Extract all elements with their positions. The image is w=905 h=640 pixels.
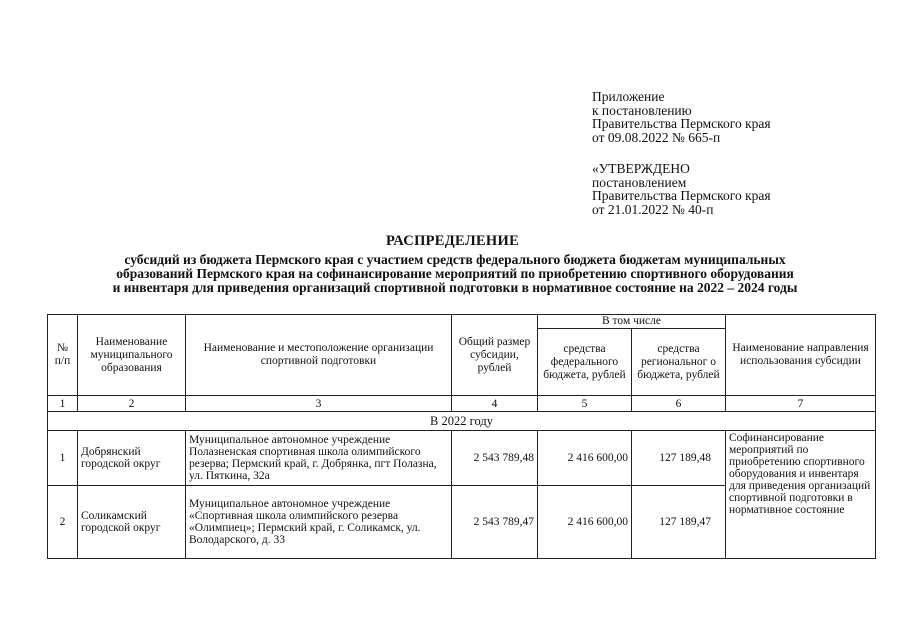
row-organization: Муниципальное автономное учреждение «Спортивная школа олимпийского резерва «Олимпиец»; Пермский край, г. Соликамск, ул. Володарского, д. 33 bbox=[186, 486, 452, 559]
header-organization: Наименование и местоположение организации спортивной подготовки bbox=[186, 315, 452, 396]
header-num: № п/п bbox=[48, 315, 78, 396]
header-regional: средства региональног о бюджета, рублей bbox=[632, 329, 726, 396]
header-federal: средства федерального бюджета, рублей bbox=[538, 329, 632, 396]
row-municipality: Добрянский городской округ bbox=[78, 431, 186, 486]
column-number: 7 bbox=[726, 396, 876, 412]
row-organization: Муниципальное автономное учреждение Полазненская спортивная школа олимпийского резерва; Пермский край, г. Добрянка, пгт Полазна, ул. Пяткина, 32а bbox=[186, 431, 452, 486]
document-subtitle bbox=[40, 253, 870, 295]
row-total: 2 543 789,47 bbox=[452, 486, 538, 559]
approved-line-3: Правительства Пермского края bbox=[592, 188, 771, 203]
header-direction: Наименование направления использования субсидии bbox=[726, 315, 876, 396]
row-federal: 2 416 600,00 bbox=[538, 486, 632, 559]
column-number: 3 bbox=[186, 396, 452, 412]
annex-line-4: от 09.08.2022 № 665-п bbox=[592, 129, 721, 145]
row-municipality: Соликамский городской округ bbox=[78, 486, 186, 559]
column-number: 6 bbox=[632, 396, 726, 412]
subtitle-line-2: образований Пермского края на софинансирование мероприятий по приобретению спортивного оборудования bbox=[116, 266, 794, 281]
column-number: 5 bbox=[538, 396, 632, 412]
annex-block bbox=[592, 90, 771, 144]
subtitle-line-3: и инвентаря для приведения организаций спортивной подготовки в нормативное состояние на 2022 – 2024 годы bbox=[112, 280, 798, 295]
approved-line-1: «УТВЕРЖДЕНО bbox=[592, 161, 690, 176]
row-federal: 2 416 600,00 bbox=[538, 431, 632, 486]
approved-line-2: постановлением bbox=[592, 174, 687, 190]
annex-line-3: Правительства Пермского края bbox=[592, 116, 771, 131]
column-number: 1 bbox=[48, 396, 78, 412]
approved-line-4: от 21.01.2022 № 40-п bbox=[592, 201, 714, 217]
header-row-1 bbox=[48, 315, 876, 329]
approved-block bbox=[592, 162, 771, 216]
annex-line-1: Приложение bbox=[592, 89, 665, 104]
year-row bbox=[48, 412, 876, 431]
header-total: Общий размер субсидии, рублей bbox=[452, 315, 538, 396]
subtitle-line-1: субсидий из бюджета Пермского края с участием средств федерального бюджета бюджетам муниципальных bbox=[124, 252, 786, 267]
year-label: В 2022 году bbox=[48, 412, 876, 431]
annex-line-2: к постановлению bbox=[592, 102, 692, 118]
column-number-row bbox=[48, 396, 876, 412]
header-including: В том числе bbox=[538, 315, 726, 329]
subsidy-table bbox=[47, 314, 876, 559]
header-municipality: Наименование муниципального образования bbox=[78, 315, 186, 396]
table-row bbox=[48, 431, 876, 486]
row-regional: 127 189,47 bbox=[632, 486, 726, 559]
column-number: 2 bbox=[78, 396, 186, 412]
row-num: 2 bbox=[48, 486, 78, 559]
row-total: 2 543 789,48 bbox=[452, 431, 538, 486]
column-number: 4 bbox=[452, 396, 538, 412]
row-num: 1 bbox=[48, 431, 78, 486]
row-direction: Софинансирование мероприятий по приобретению спортивного оборудования и инвентаря для приведения организаций спортивной подготовки в нормативное состояние bbox=[726, 431, 876, 559]
row-regional: 127 189,48 bbox=[632, 431, 726, 486]
document-title: РАСПРЕДЕЛЕНИЕ bbox=[385, 233, 520, 249]
